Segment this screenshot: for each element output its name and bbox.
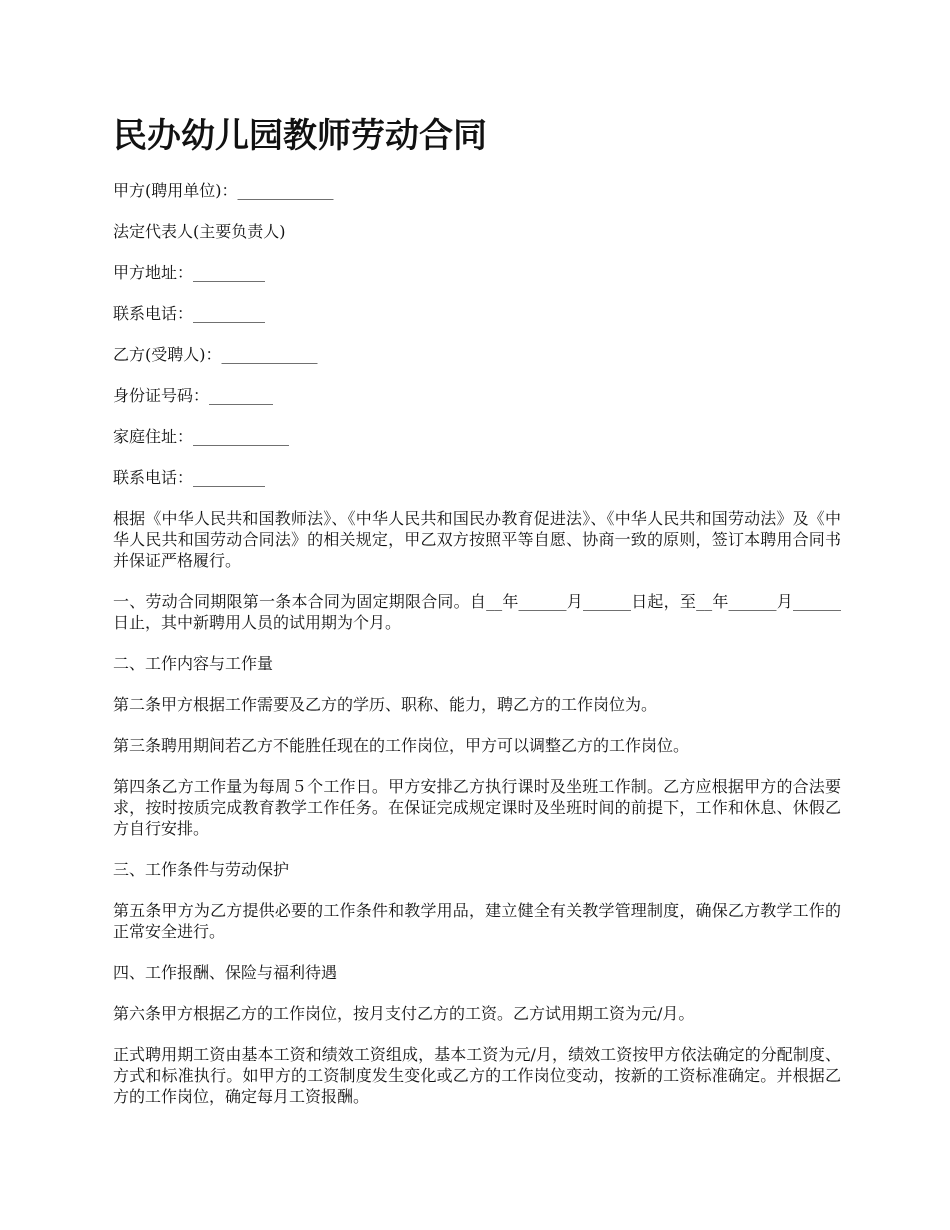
home-address-field: 家庭住址：____________: [113, 427, 290, 446]
contract-document: [113, 112, 841, 1127]
intro-paragraph: 根据《中华人民共和国教师法》、《中华人民共和国民办教育促进法》、《中华人民共和国劳动法》及《中华人民共和国劳动合同法》的相关规定，甲乙双方按照平等自愿、协商一致的原则，签订本聘用合同书并保证严格履行。: [113, 509, 841, 570]
article-3: 第三条聘用期间若乙方不能胜任现在的工作岗位，甲方可以调整乙方的工作岗位。: [113, 736, 690, 755]
document-title: 民办幼儿园教师劳动合同: [113, 116, 487, 156]
article-5: 第五条甲方为乙方提供必要的工作条件和教学用品，建立健全有关教学管理制度，确保乙方教学工作的正常安全进行。: [113, 901, 841, 941]
article-4: 第四条乙方工作量为每周５个工作日。甲方安排乙方执行课时及坐班工作制。乙方应根据甲方的合法要求，按时按质完成教育教学工作任务。在保证完成规定课时及坐班时间的前提下，工作和休息、休假乙方自行安排。: [113, 777, 841, 838]
section-4-heading: 四、工作报酬、保险与福利待遇: [113, 963, 338, 982]
article-6: 第六条甲方根据乙方的工作岗位，按月支付乙方的工资。乙方试用期工资为元/月。: [113, 1004, 695, 1023]
section-2-heading: 二、工作内容与工作量: [113, 654, 274, 673]
party-a-employer-field: 甲方(聘用单位)：____________: [113, 181, 334, 200]
party-a-phone-field: 联系电话：_________: [113, 304, 266, 323]
id-number-field: 身份证号码：________: [113, 386, 274, 405]
party-b-phone-field: 联系电话：_________: [113, 468, 266, 487]
party-b-employee-field: 乙方(受聘人)：____________: [113, 345, 318, 364]
article-6-continued: 正式聘用期工资由基本工资和绩效工资组成，基本工资为元/月，绩效工资按甲方依法确定的分配制度、方式和标准执行。如甲方的工资制度发生变化或乙方的工作岗位变动，按新的工资标准确定。并根据乙方的工作岗位，确定每月工资报酬。: [113, 1045, 841, 1106]
article-2: 第二条甲方根据工作需要及乙方的学历、职称、能力，聘乙方的工作岗位为。: [113, 695, 658, 714]
legal-representative-field: 法定代表人(主要负责人): [113, 222, 286, 241]
party-a-address-field: 甲方地址：_________: [113, 263, 266, 282]
section-1-contract-term: 一、劳动合同期限第一条本合同为固定期限合同。自__年______月______日起，至__年______月______日止，其中新聘用人员的试用期为个月。: [113, 592, 841, 632]
section-3-heading: 三、工作条件与劳动保护: [113, 860, 290, 879]
